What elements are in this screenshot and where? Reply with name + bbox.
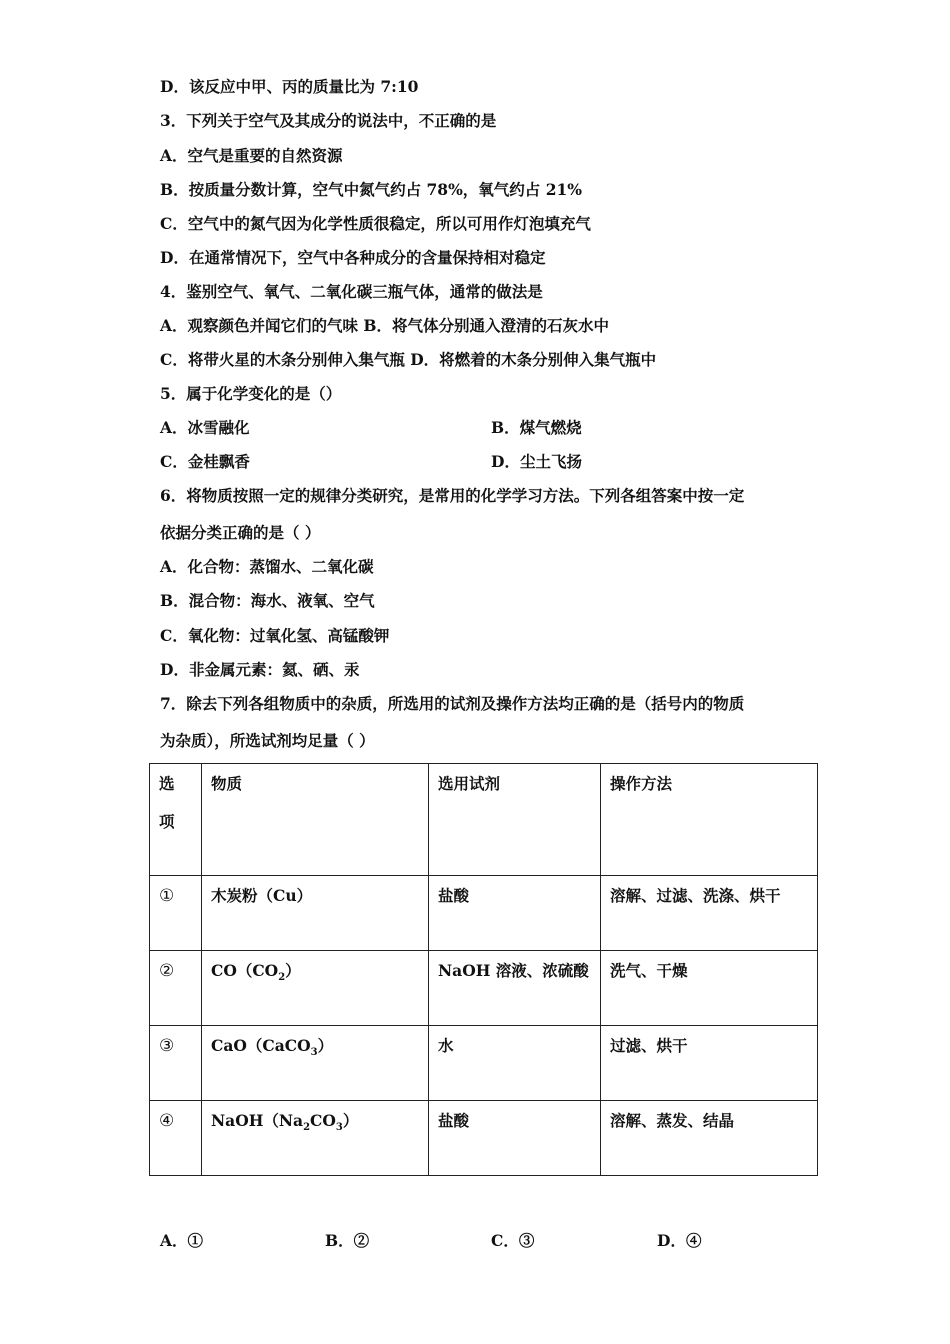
q2-option-d: D．该反应中甲、丙的质量比为 7:10	[160, 77, 419, 96]
table-row	[150, 1101, 818, 1176]
row-reagent: 盐酸	[429, 1101, 601, 1176]
substance-text: NaOH（Na	[211, 1111, 304, 1130]
q6-stem-line2: 依据分类正确的是（ ）	[160, 523, 321, 542]
q6-option-a: A．化合物：蒸馏水、二氧化碳	[160, 557, 374, 576]
q3-option-a: A．空气是重要的自然资源	[160, 146, 343, 165]
row-method: 溶解、过滤、洗涤、烘干	[601, 876, 818, 951]
row-reagent: 盐酸	[429, 876, 601, 951]
table-row	[150, 876, 818, 951]
row-method: 过滤、烘干	[601, 1026, 818, 1101]
row-substance: 木炭粉（Cu）	[202, 876, 429, 951]
q5-option-c: C．金桂飘香	[160, 452, 250, 471]
row-substance	[202, 951, 429, 1026]
q7-answer-b: B．②	[325, 1231, 370, 1250]
substance-text: ）	[317, 1036, 334, 1055]
row-method: 洗气、干燥	[601, 951, 818, 1026]
header-option-line1: 选	[159, 774, 175, 793]
q5-stem: 5．属于化学变化的是（）	[160, 384, 342, 403]
header-option-cell	[150, 764, 202, 876]
table-header-row	[150, 764, 818, 876]
q3-stem: 3．下列关于空气及其成分的说法中，不正确的是	[160, 111, 497, 130]
substance-text: CO	[310, 1111, 336, 1130]
row-substance	[202, 1101, 429, 1176]
row-substance	[202, 1026, 429, 1101]
q7-stem-line2: 为杂质），所选试剂均足量（ ）	[160, 731, 375, 750]
substance-text: ）	[285, 961, 301, 980]
q6-option-b: B．混合物：海水、液氧、空气	[160, 591, 375, 610]
substance-text: CaO（CaCO	[211, 1036, 311, 1055]
header-option-line2: 项	[159, 812, 175, 831]
q7-answer-d: D．④	[657, 1231, 702, 1250]
table-row	[150, 951, 818, 1026]
q4-stem: 4．鉴别空气、氧气、二氧化碳三瓶气体，通常的做法是	[160, 282, 543, 301]
q3-option-c: C．空气中的氮气因为化学性质很稳定，所以可用作灯泡填充气	[160, 214, 591, 233]
row-number: ③	[150, 1026, 202, 1101]
q6-option-c: C．氧化物：过氧化氢、高锰酸钾	[160, 626, 390, 645]
subscript: 2	[303, 1122, 311, 1134]
header-method: 操作方法	[601, 764, 818, 876]
substance-text: CO（CO	[211, 961, 279, 980]
q6-stem-line1: 6．将物质按照一定的规律分类研究，是常用的化学学习方法。下列各组答案中按一定	[160, 486, 745, 505]
substance-text: ）	[342, 1111, 359, 1130]
q5-option-a: A．冰雪融化	[160, 418, 250, 437]
header-reagent: 选用试剂	[429, 764, 601, 876]
q6-option-d: D．非金属元素：氦、硒、汞	[160, 660, 360, 679]
q7-answer-a: A．①	[160, 1231, 204, 1250]
q4-options-cd: C．将带火星的木条分别伸入集气瓶 D．将燃着的木条分别伸入集气瓶中	[160, 350, 657, 369]
q3-option-d: D．在通常情况下，空气中各种成分的含量保持相对稳定	[160, 248, 546, 267]
subscript: 3	[335, 1122, 343, 1134]
q7-table	[149, 763, 818, 1176]
row-number: ④	[150, 1101, 202, 1176]
q5-option-d: D．尘土飞扬	[491, 452, 582, 471]
q3-option-b: B．按质量分数计算，空气中氮气约占 78%，氧气约占 21%	[160, 180, 582, 199]
row-number: ②	[150, 951, 202, 1026]
table-row	[150, 1026, 818, 1101]
subscript: 3	[310, 1047, 318, 1059]
q7-stem-line1: 7．除去下列各组物质中的杂质，所选用的试剂及操作方法均正确的是（括号内的物质	[160, 694, 745, 713]
q4-options-ab: A．观察颜色并闻它们的气味 B．将气体分别通入澄清的石灰水中	[160, 316, 610, 335]
header-substance: 物质	[202, 764, 429, 876]
row-reagent: NaOH 溶液、浓硫酸	[429, 951, 601, 1026]
row-method: 溶解、蒸发、结晶	[601, 1101, 818, 1176]
row-number: ①	[150, 876, 202, 951]
row-reagent: 水	[429, 1026, 601, 1101]
q5-option-b: B．煤气燃烧	[491, 418, 582, 437]
subscript: 2	[278, 972, 286, 984]
q7-answer-c: C．③	[491, 1231, 535, 1250]
